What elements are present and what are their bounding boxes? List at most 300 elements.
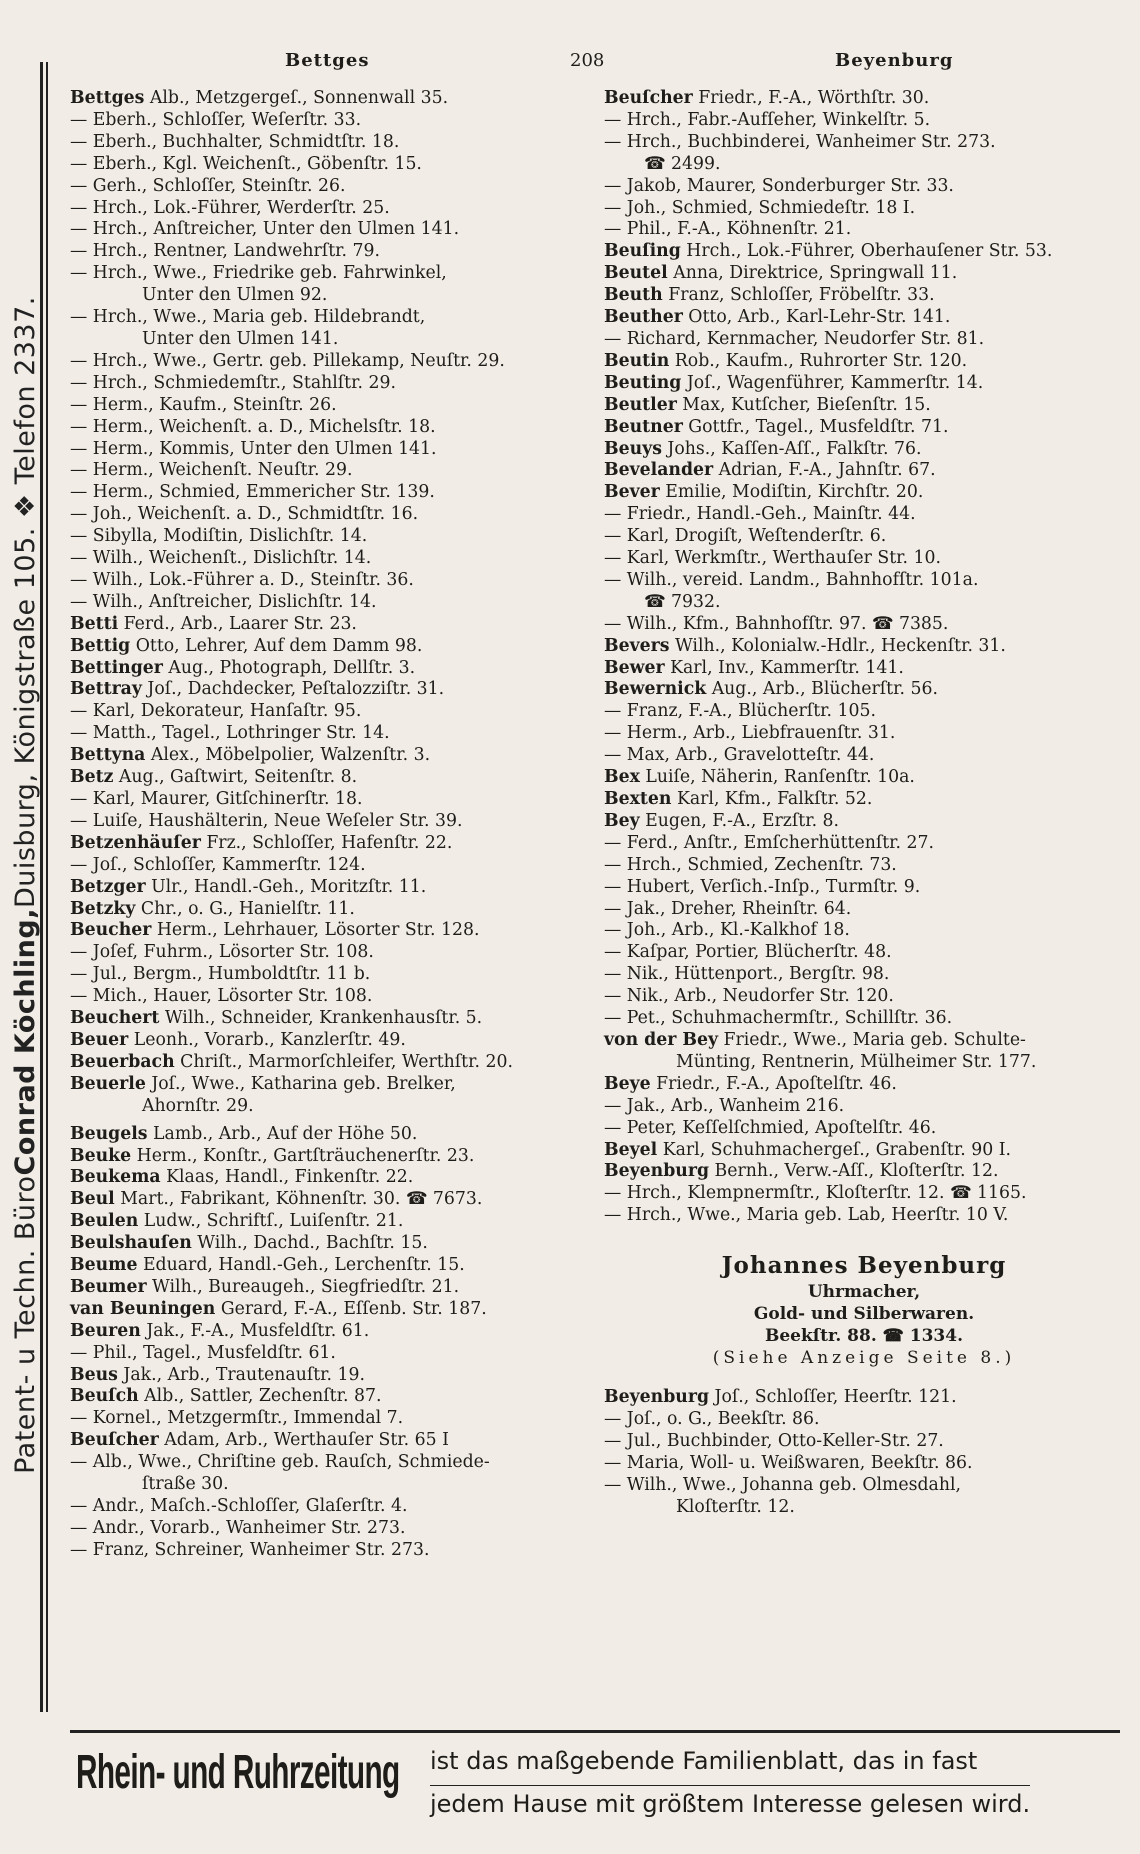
entry-sub <box>70 110 590 132</box>
entry-details: — Eberh., Kgl. Weichenſt., Göbenſtr. 15. <box>70 153 422 174</box>
entry-sub <box>604 526 1124 548</box>
entry-details: Klaas, Handl., Finkenſtr. 22. <box>160 1167 414 1188</box>
entry-sub <box>70 986 590 1008</box>
entry-details: — Joh., Weichenſt. a. D., Schmidtſtr. 16. <box>70 504 419 525</box>
entry-details: Alex., Möbelpolier, Walzenſtr. 3. <box>145 745 431 766</box>
entry-details: Friedr., F.-A., Wörthſtr. 30. <box>692 88 930 108</box>
entry-details: — Nik., Hüttenport., Bergſtr. 98. <box>604 964 890 985</box>
entry-surname-head <box>604 1074 1124 1096</box>
entry-surname-head <box>70 658 590 680</box>
entry-details: — Hrch., Wwe., Friedrike geb. Fahrwinkel, <box>70 263 447 284</box>
entry-surname: Beutin <box>604 350 670 371</box>
entry-surname: Beuther <box>604 307 683 328</box>
entry-surname: Beutler <box>604 394 677 415</box>
entry-details: Ulr., Handl.-Geh., Moritzſtr. 11. <box>145 876 427 897</box>
entry-surname: Beus <box>70 1364 118 1385</box>
entry-surname: Bevers <box>604 635 670 656</box>
entry-sub <box>604 1409 1124 1431</box>
entry-surname: Beuerle <box>70 1073 146 1094</box>
entry-sub <box>70 1496 590 1518</box>
entry-sub <box>70 307 590 329</box>
entry-details: Lamb., Arb., Auf der Höhe 50. <box>147 1123 418 1144</box>
entry-details: Frz., Schloſſer, Hafenſtr. 22. <box>200 832 453 853</box>
advert-address: Beekſtr. 88. ☎ 1334. <box>765 1326 963 1347</box>
entry-details: — Sibylla, Modiſtin, Dislichſtr. 14. <box>70 526 368 547</box>
entry-sub <box>604 198 1124 220</box>
entry-surname: Beuren <box>70 1320 141 1341</box>
right-entries-after <box>604 1387 1124 1518</box>
entry-details: — Joh., Schmied, Schmiedeſtr. 18 I. <box>604 197 916 218</box>
entry-details: — Andr., Vorarb., Wanheimer Str. 273. <box>70 1517 406 1538</box>
entry-surname-head <box>604 373 1124 395</box>
entry-continuation: Unter den Ulmen 141. <box>142 328 339 349</box>
entry-details: Jak., F.-A., Musfeldſtr. 61. <box>140 1320 370 1341</box>
entry-details: — Max, Arb., Gravelotteſtr. 44. <box>604 745 875 766</box>
entry-surname-head <box>604 658 1124 680</box>
entry-details: — Richard, Kernmacher, Neudorfer Str. 81. <box>604 328 985 349</box>
entry-continuation: ſtraße 30. <box>142 1474 229 1495</box>
entry-surname-head <box>604 439 1124 461</box>
entry-surname: von der Bey <box>604 1029 718 1050</box>
entry-details: Aug., Gaſtwirt, Seitenſtr. 8. <box>113 767 358 788</box>
entry-surname: Beuting <box>604 372 682 393</box>
entry-details: Gerard, F.-A., Eſſenb. Str. 187. <box>215 1298 487 1319</box>
entry-details: Wilh., Bureaugeh., Siegfriedſtr. 21. <box>146 1276 460 1297</box>
entry-surname-head <box>604 263 1124 285</box>
entry-surname: Beulshauſen <box>70 1233 192 1254</box>
entry-surname-head <box>604 811 1124 833</box>
entry-surname-head <box>604 482 1124 504</box>
entry-details: — Wilh., Wwe., Johanna geb. Olmesdahl, <box>604 1474 962 1495</box>
entry-details: — Herm., Weichenſt. a. D., Michelsſtr. 18. <box>70 416 436 437</box>
entry-details: — Franz, F.-A., Blücherſtr. 105. <box>604 701 876 722</box>
header-first-entry: Bettges <box>285 50 370 71</box>
entry-details: Mart., Fabrikant, Köhnenſtr. 30. ☎ 7673. <box>114 1189 483 1210</box>
directory-column-left <box>70 88 590 1562</box>
entry-details: Jak., Arb., Trautenauſtr. 19. <box>117 1364 365 1385</box>
entry-details: — Karl, Maurer, Gitſchinerſtr. 18. <box>70 789 363 809</box>
entry-details: — Jakob, Maurer, Sonderburger Str. 33. <box>604 175 954 196</box>
entry-details: — Luiſe, Haushälterin, Neue Weſeler Str. 39. <box>70 810 463 831</box>
entry-details: Leonh., Vorarb., Kanzlerſtr. 49. <box>128 1029 406 1050</box>
entry-surname: Bettinger <box>70 657 163 678</box>
entry-sub <box>70 1408 590 1430</box>
directory-column-right <box>604 88 1124 1519</box>
entry-sub <box>604 877 1124 899</box>
entry-details: Joſ., Wwe., Katharina geb. Brelker, <box>145 1073 456 1094</box>
entry-surname-head <box>70 745 590 767</box>
entry-sub <box>604 548 1124 570</box>
entry-details: — Karl, Drogiſt, Weſtenderſtr. 6. <box>604 526 887 547</box>
entry-sub <box>70 219 590 241</box>
entry-details: — Hrch., Wwe., Gertr. geb. Pillekamp, Neuſtr. 29. <box>70 350 505 371</box>
entry-surname-head <box>604 1140 1124 1162</box>
entry-details: — Wilh., Weichenſt., Dislichſtr. 14. <box>70 548 372 569</box>
entry-details: — Hrch., Rentner, Landwehrſtr. 79. <box>70 241 380 262</box>
entry-details: — Joſef, Fuhrm., Lösorter Str. 108. <box>70 942 374 963</box>
banner-line-1: ist das maßgebende Familienblatt, das in fast <box>430 1747 978 1775</box>
entry-surname-head <box>604 636 1124 658</box>
entry-details: Friedr., F.-A., Apoſtelſtr. 46. <box>650 1073 897 1094</box>
entry-surname-head <box>70 614 590 636</box>
entry-details: — Hrch., Anſtreicher, Unter den Ulmen 141. <box>70 219 460 240</box>
entry-details: Ludw., Schriftſ., Luiſenſtr. 21. <box>138 1211 404 1232</box>
entry-surname-head <box>604 460 1124 482</box>
entry-surname: Beuke <box>70 1145 132 1166</box>
entry-details: — Alb., Wwe., Chriſtine geb. Rauſch, Schmiede- <box>70 1452 490 1473</box>
entry-details: Anna, Direktrice, Springwall 11. <box>667 263 958 284</box>
entry-surname-head <box>604 241 1124 263</box>
entry-details: — Wilh., Lok.-Führer a. D., Steinſtr. 36. <box>70 569 414 590</box>
entry-surname: Beukema <box>70 1167 161 1188</box>
entry-sub <box>70 964 590 986</box>
entry-details: — Kornel., Metzgermſtr., Immendal 7. <box>70 1408 404 1429</box>
entry-surname: Bewernick <box>604 679 707 700</box>
entry-surname-head <box>70 1255 590 1277</box>
entry-sub <box>70 176 590 198</box>
entry-surname-head <box>604 679 1124 701</box>
entry-details: Johs., Kaſſen-Aſſ., Falkſtr. 76. <box>661 438 922 459</box>
entry-surname-head <box>70 1299 590 1321</box>
entry-details: Wilh., Schneider, Krankenhausſtr. 5. <box>159 1008 483 1029</box>
entry-details: Gottfr., Tagel., Musfeldſtr. 71. <box>682 416 949 437</box>
entry-surname: Beuerbach <box>70 1051 175 1072</box>
entry-surname-head <box>604 1387 1124 1409</box>
entry-details: Luiſe, Näherin, Ranſenſtr. 10a. <box>639 767 915 788</box>
entry-sub <box>70 723 590 745</box>
entry-surname: Beuſch <box>70 1386 139 1407</box>
entry-details: — Hrch., Schmied, Zechenſtr. 73. <box>604 854 897 875</box>
right-entries <box>604 88 1124 1227</box>
entry-details: — Jak., Dreher, Rheinſtr. 64. <box>604 898 852 919</box>
entry-surname: Beye <box>604 1073 651 1094</box>
entry-details: — Mich., Hauer, Lösorter Str. 108. <box>70 986 373 1007</box>
entry-surname-head <box>70 1386 590 1408</box>
entry-surname: Beuſcher <box>604 88 693 108</box>
entry-surname: Beul <box>70 1189 115 1210</box>
entry-details: — Eberh., Schloſſer, Weſerſtr. 33. <box>70 109 362 130</box>
entry-sub <box>604 1475 1124 1497</box>
entry-sub <box>604 1096 1124 1118</box>
entry-surname: Betzger <box>70 876 146 897</box>
entry-details: — Hrch., Lok.-Führer, Werderſtr. 25. <box>70 197 390 218</box>
entry-sub <box>70 395 590 417</box>
entry-surname: Bettyna <box>70 745 146 766</box>
entry-continuation: Ahornſtr. 29. <box>142 1095 254 1116</box>
entry-sub <box>70 1518 590 1540</box>
entry-details: — Herm., Kaufm., Steinſtr. 26. <box>70 394 337 415</box>
entry-sub <box>70 570 590 592</box>
page-number: 208 <box>570 50 605 71</box>
entry-surname: Beutner <box>604 416 683 437</box>
entry-sub <box>604 1008 1124 1030</box>
entry-details: Eduard, Handl.-Geh., Lerchenſtr. 15. <box>137 1255 465 1276</box>
entry-surname-head <box>70 1430 590 1452</box>
entry-details: Hrch., Lok.-Führer, Oberhauſener Str. 53. <box>680 241 1053 262</box>
entry-sub <box>604 504 1124 526</box>
entry-surname: Bever <box>604 482 660 503</box>
entry-details: — Phil., Tagel., Musfeldſtr. 61. <box>70 1342 336 1363</box>
entry-sub <box>70 526 590 548</box>
advert-beyenburg <box>604 1251 1124 1369</box>
entry-details: — Kaſpar, Portier, Blücherſtr. 48. <box>604 942 892 963</box>
entry-sub <box>70 1343 590 1365</box>
entry-details: Herm., Lehrhauer, Lösorter Str. 128. <box>151 920 480 941</box>
entry-surname: Beucher <box>70 920 152 941</box>
entry-sub <box>70 439 590 461</box>
bottom-banner <box>70 1730 1120 1843</box>
entry-details: Herm., Konſtr., Gartſträuchenerſtr. 23. <box>131 1145 475 1166</box>
entry-surname-head <box>604 789 1124 811</box>
page-header <box>70 50 1112 76</box>
entry-sub <box>604 329 1124 351</box>
entry-surname: Beuſing <box>604 241 681 262</box>
entry-sub <box>70 373 590 395</box>
entry-details: — Karl, Werkmſtr., Werthauſer Str. 10. <box>604 548 941 569</box>
entry-surname: Beuys <box>604 438 662 459</box>
entry-surname-head <box>70 1146 590 1168</box>
entry-surname-head <box>70 88 590 110</box>
entry-telephone: ☎ 7932. <box>644 591 721 612</box>
entry-sub <box>604 219 1124 241</box>
entry-details: Ferd., Arb., Laarer Str. 23. <box>118 613 357 634</box>
entry-surname-head <box>604 1161 1124 1183</box>
entry-sub <box>604 855 1124 877</box>
entry-surname-head <box>604 88 1124 110</box>
entry-details: Chr., o. G., Hanielſtr. 11. <box>135 898 355 919</box>
entry-details: — Hrch., Schmiedemſtr., Stahlſtr. 29. <box>70 372 396 393</box>
entry-surname-head <box>70 1074 590 1096</box>
entry-details: — Herm., Weichenſt. Neuſtr. 29. <box>70 460 353 481</box>
entry-details: Chriſt., Marmorſchleifer, Werthſtr. 20. <box>174 1051 513 1072</box>
entry-surname: Beugels <box>70 1123 148 1144</box>
entry-sub <box>604 920 1124 942</box>
entry-surname-head <box>604 351 1124 373</box>
entry-surname: Beume <box>70 1255 138 1276</box>
entry-surname-head <box>70 1167 590 1189</box>
entry-surname-head <box>70 1321 590 1343</box>
entry-sub <box>604 723 1124 745</box>
entry-surname: Beuchert <box>70 1008 160 1029</box>
advert-title: Johannes Beyenburg <box>721 1252 1007 1280</box>
entry-sub <box>604 132 1124 154</box>
entry-surname-head <box>604 1030 1124 1052</box>
entry-surname-head <box>70 899 590 921</box>
entry-details: — Hrch., Wwe., Maria geb. Hildebrandt, <box>70 307 426 328</box>
entry-details: — Karl, Dekorateur, Hanſaſtr. 95. <box>70 701 362 722</box>
side-advert-prefix: Patent- u Techn. Büro <box>10 1175 41 1474</box>
entry-sub <box>604 1453 1124 1475</box>
entry-sub <box>604 1118 1124 1140</box>
entry-sub <box>604 110 1124 132</box>
entry-surname: Beulen <box>70 1211 139 1232</box>
entry-surname: Bey <box>604 810 640 831</box>
entry-surname-head <box>70 1052 590 1074</box>
entry-details: — Eberh., Buchhalter, Schmidtſtr. 18. <box>70 131 400 152</box>
entry-surname-head <box>70 1008 590 1030</box>
entry-details: — Gerh., Schloſſer, Steinſtr. 26. <box>70 175 346 196</box>
entry-telephone: ☎ 2499. <box>644 153 721 174</box>
entry-surname-head <box>70 920 590 942</box>
entry-details: Wilh., Dachd., Bachſtr. 15. <box>191 1233 428 1254</box>
entry-surname-head <box>604 395 1124 417</box>
entry-details: Franz, Schloſſer, Fröbelſtr. 33. <box>662 285 935 306</box>
side-rule-inner <box>46 62 48 1712</box>
entry-surname: Bettges <box>70 88 145 108</box>
entry-sub <box>70 701 590 723</box>
entry-surname-head <box>70 833 590 855</box>
entry-details: — Phil., F.-A., Köhnenſtr. 21. <box>604 219 852 240</box>
entry-details: Adrian, F.-A., Jahnſtr. 67. <box>713 460 936 481</box>
entry-surname-head <box>70 767 590 789</box>
entry-details: Bernh., Verw.-Aſſ., Kloſterſtr. 12. <box>709 1161 999 1182</box>
entry-details: Karl, Inv., Kammerſtr. 141. <box>664 657 904 678</box>
entry-sub <box>604 1183 1124 1205</box>
entry-sub <box>70 811 590 833</box>
entry-surname: Betzky <box>70 898 136 919</box>
entry-details: — Joſ., Schloſſer, Kammerſtr. 124. <box>70 854 366 875</box>
entry-surname-head <box>70 1189 590 1211</box>
entry-details: Eugen, F.-A., Erzſtr. 8. <box>639 810 840 831</box>
entry-sub <box>70 482 590 504</box>
entry-details: — Herm., Arb., Liebfrauenſtr. 31. <box>604 723 896 744</box>
entry-surname-head <box>70 1277 590 1299</box>
entry-surname: Bettray <box>70 679 142 700</box>
entry-surname-head <box>604 307 1124 329</box>
entry-sub <box>604 701 1124 723</box>
entry-details: — Herm., Kommis, Unter den Ulmen 141. <box>70 438 437 459</box>
entry-surname: Beuer <box>70 1029 129 1050</box>
entry-surname: Beuth <box>604 285 663 306</box>
entry-details: — Hrch., Buchbinderei, Wanheimer Str. 273. <box>604 131 996 152</box>
entry-surname: Beutel <box>604 263 668 284</box>
entry-surname-head <box>604 285 1124 307</box>
banner-line-2: jedem Hause mit größtem Interesse gelesen wird. <box>430 1785 1030 1818</box>
entry-continuation: Kloſterſtr. 12. <box>676 1496 795 1517</box>
entry-details: — Pet., Schuhmachermſtr., Schillſtr. 36. <box>604 1008 953 1029</box>
entry-sub <box>70 351 590 373</box>
entry-details: — Joſ., o. G., Beekſtr. 86. <box>604 1409 820 1430</box>
entry-sub <box>70 417 590 439</box>
entry-details: Alb., Metzgergeſ., Sonnenwall 35. <box>144 88 449 108</box>
entry-sub <box>70 548 590 570</box>
entry-details: — Jul., Buchbinder, Otto-Keller-Str. 27. <box>604 1430 944 1451</box>
entry-details: Wilh., Kolonialw.-Hdlr., Heckenſtr. 31. <box>669 635 1006 656</box>
entry-surname: Bettig <box>70 635 131 656</box>
entry-details: — Nik., Arb., Neudorfer Str. 120. <box>604 986 894 1007</box>
entry-details: Otto, Arb., Karl-Lehr-Str. 141. <box>682 307 951 328</box>
entry-details: — Friedr., Handl.-Geh., Mainſtr. 44. <box>604 504 916 525</box>
entry-details: — Ferd., Anſtr., Emſcherhüttenſtr. 27. <box>604 832 935 853</box>
entry-sub <box>70 198 590 220</box>
entry-details: Joſ., Dachdecker, Peſtalozziſtr. 31. <box>141 679 445 700</box>
entry-details: — Hrch., Fabr.-Aufſeher, Winkelſtr. 5. <box>604 109 931 130</box>
entry-details: Rob., Kaufm., Ruhrorter Str. 120. <box>669 350 968 371</box>
entry-sub <box>604 833 1124 855</box>
entry-details: — Andr., Maſch.-Schloſſer, Glaſerſtr. 4. <box>70 1496 408 1516</box>
entry-details: — Peter, Keſſelſchmied, Apoſtelſtr. 46. <box>604 1117 937 1138</box>
entry-surname-head <box>70 1233 590 1255</box>
entry-surname: Betz <box>70 767 114 788</box>
entry-details: — Maria, Woll- u. Weißwaren, Beekſtr. 86. <box>604 1452 973 1473</box>
entry-surname: Bevelander <box>604 460 714 481</box>
entry-surname: Beuſcher <box>70 1430 159 1451</box>
entry-details: — Wilh., vereid. Landm., Bahnhofſtr. 101a. <box>604 569 979 590</box>
entry-surname-head <box>604 767 1124 789</box>
entry-surname-head <box>70 1211 590 1233</box>
entry-details: Aug., Arb., Blücherſtr. 56. <box>706 679 938 700</box>
entry-sub <box>604 899 1124 921</box>
entry-details: Max, Kutſcher, Bieſenſtr. 15. <box>676 394 931 415</box>
entry-sub <box>70 504 590 526</box>
entry-details: Emilie, Modiſtin, Kirchſtr. 20. <box>659 482 924 503</box>
entry-details: Alb., Sattler, Zechenſtr. 87. <box>138 1386 382 1407</box>
entry-surname-head <box>70 877 590 899</box>
entry-surname-head <box>70 1030 590 1052</box>
entry-continuation: Münting, Rentnerin, Mülheimer Str. 177. <box>676 1051 1037 1072</box>
entry-details: — Hrch., Klempnermſtr., Kloſterſtr. 12. ☎ 1165. <box>604 1183 1027 1204</box>
entry-details: — Wilh., Anſtreicher, Dislichſtr. 14. <box>70 591 377 612</box>
entry-details: — Matth., Tagel., Lothringer Str. 14. <box>70 723 390 744</box>
entry-details: Joſ., Schloſſer, Heerſtr. 121. <box>709 1387 957 1408</box>
entry-sub <box>70 154 590 176</box>
entry-sub <box>70 132 590 154</box>
entry-details: Karl, Kfm., Falkſtr. 52. <box>671 789 873 809</box>
side-advert-address: Duisburg, Königstraße 105. ❖ Telefon 2337. <box>10 296 41 909</box>
entry-details: Otto, Lehrer, Auf dem Damm 98. <box>130 635 423 656</box>
entry-surname: Bexten <box>604 789 672 809</box>
entry-sub <box>604 176 1124 198</box>
entry-sub <box>604 570 1124 592</box>
side-advert-vertical <box>8 65 44 1705</box>
entry-details: — Herm., Schmied, Emmericher Str. 139. <box>70 482 435 503</box>
advert-trade: Uhrmacher, <box>807 1282 921 1303</box>
entry-sub <box>70 942 590 964</box>
entry-sub <box>70 855 590 877</box>
entry-surname: Betti <box>70 613 119 634</box>
entry-details: Friedr., Wwe., Maria geb. Schulte- <box>718 1029 1026 1050</box>
entry-details: — Joh., Arb., Kl.-Kalkhof 18. <box>604 920 850 941</box>
entry-surname-head <box>604 417 1124 439</box>
entry-sub <box>70 263 590 285</box>
entry-sub <box>70 789 590 811</box>
entry-sub <box>604 964 1124 986</box>
entry-surname: Beyenburg <box>604 1387 710 1408</box>
entry-sub <box>70 592 590 614</box>
entry-continuation: Unter den Ulmen 92. <box>142 285 328 306</box>
entry-details: — Hubert, Verſich.-Inſp., Turmſtr. 9. <box>604 876 921 897</box>
advert-goods: Gold- und Silberwaren. <box>753 1304 975 1325</box>
entry-surname-head <box>70 1365 590 1387</box>
entry-sub <box>70 1452 590 1474</box>
entry-details: — Hrch., Wwe., Maria geb. Lab, Heerſtr. 10 V. <box>604 1205 1009 1226</box>
entry-details: Karl, Schuhmachergeſ., Grabenſtr. 90 I. <box>657 1139 1012 1160</box>
entry-details: Aug., Photograph, Dellſtr. 3. <box>162 657 416 678</box>
entry-surname: Bewer <box>604 657 665 678</box>
side-advert-company: Conrad Köchling, <box>10 908 41 1176</box>
entry-sub <box>70 460 590 482</box>
header-last-entry: Beyenburg <box>835 50 954 71</box>
entry-sub <box>70 241 590 263</box>
entry-surname: Beyenburg <box>604 1161 710 1182</box>
entry-sub <box>604 986 1124 1008</box>
entry-details: Joſ., Wagenführer, Kammerſtr. 14. <box>681 372 984 393</box>
entry-surname: Betzenhäuſer <box>70 832 201 853</box>
entry-details: — Wilh., Kfm., Bahnhofſtr. 97. ☎ 7385. <box>604 613 949 634</box>
entry-sub <box>70 1540 590 1562</box>
entry-surname: Beyel <box>604 1139 658 1160</box>
entry-surname: Bex <box>604 767 640 788</box>
